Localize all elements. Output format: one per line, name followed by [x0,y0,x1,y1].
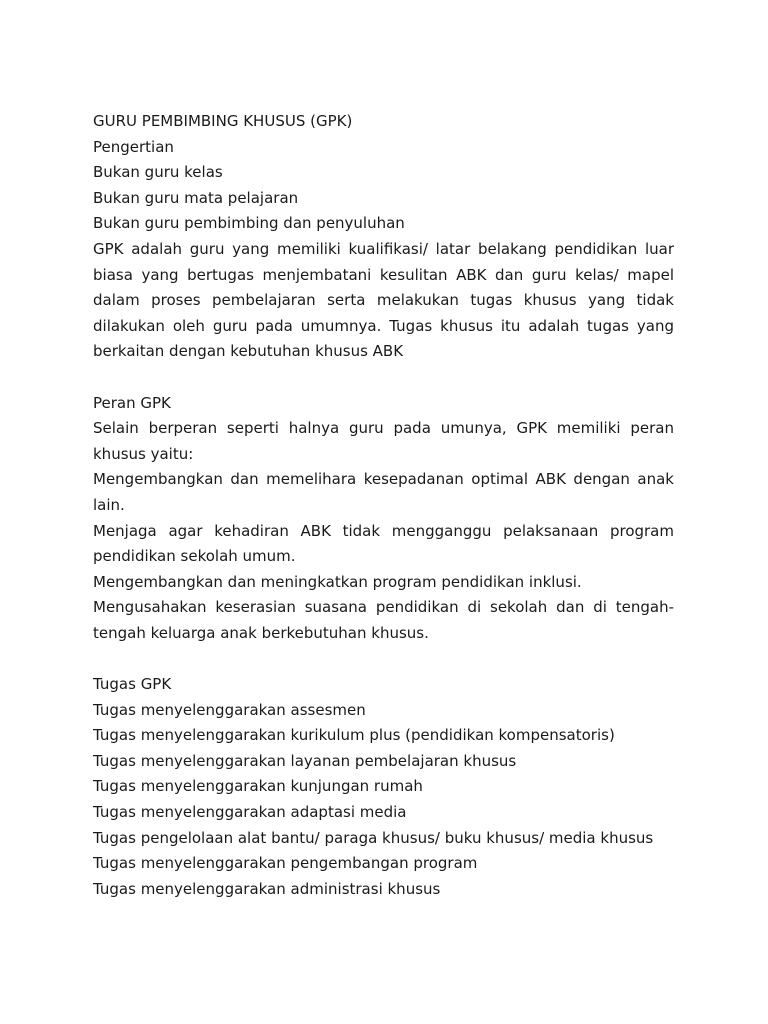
tugas-item: Tugas menyelenggarakan administrasi khusus [93,879,441,898]
tugas-heading: Tugas GPK [93,675,172,694]
tugas-item: Tugas pengelolaan alat bantu/ paraga khusus/ buku khusus/ media khusus [93,828,654,847]
document-body [93,109,674,902]
section-spacer [93,646,674,672]
pengertian-item: Bukan guru pembimbing dan penyuluhan [93,214,405,233]
pengertian-item: Bukan guru kelas [93,163,223,182]
peran-heading: Peran GPK [93,393,171,412]
section-spacer [93,365,674,391]
peran-item: Menjaga agar kehadiran ABK tidak mengganggu pelaksanaan program pendidikan sekolah umum. [93,521,674,566]
tugas-item: Tugas menyelenggarakan pengembangan program [93,854,478,873]
peran-intro: Selain berperan seperti halnya guru pada umunya, GPK memiliki peran khusus yaitu: [93,419,674,463]
tugas-item: Tugas menyelenggarakan adaptasi media [93,803,407,822]
peran-item: Mengembangkan dan meningkatkan program pendidikan inklusi. [93,572,582,591]
document-title: GURU PEMBIMBING KHUSUS (GPK) [93,112,353,130]
pengertian-heading: Pengertian [93,137,174,156]
tugas-item: Tugas menyelenggarakan kurikulum plus (pendidikan kompensatoris) [93,726,615,745]
tugas-item: Tugas menyelenggarakan layanan pembelajaran khusus [93,751,517,770]
peran-item: Mengusahakan keserasian suasana pendidikan di sekolah dan di tengah-tengah keluarga anak berkebutuhan khusus. [93,598,674,642]
tugas-item: Tugas menyelenggarakan assesmen [93,700,366,719]
tugas-item: Tugas menyelenggarakan kunjungan rumah [93,777,423,796]
pengertian-definition: GPK adalah guru yang memiliki kualifikasi/ latar belakang pendidikan luar biasa yang bertugas menjembatani kesulitan ABK dan guru kelas/ mapel dalam proses pembelajaran serta melakukan tugas khusus yang tidak dilakukan oleh guru pada umumnya. Tugas khusus itu adalah tugas yang berkaitan dengan kebutuhan khusus ABK [93,239,674,361]
peran-item: Mengembangkan dan memelihara kesepadanan optimal ABK dengan anak lain. [93,470,674,514]
pengertian-item: Bukan guru mata pelajaran [93,188,299,207]
